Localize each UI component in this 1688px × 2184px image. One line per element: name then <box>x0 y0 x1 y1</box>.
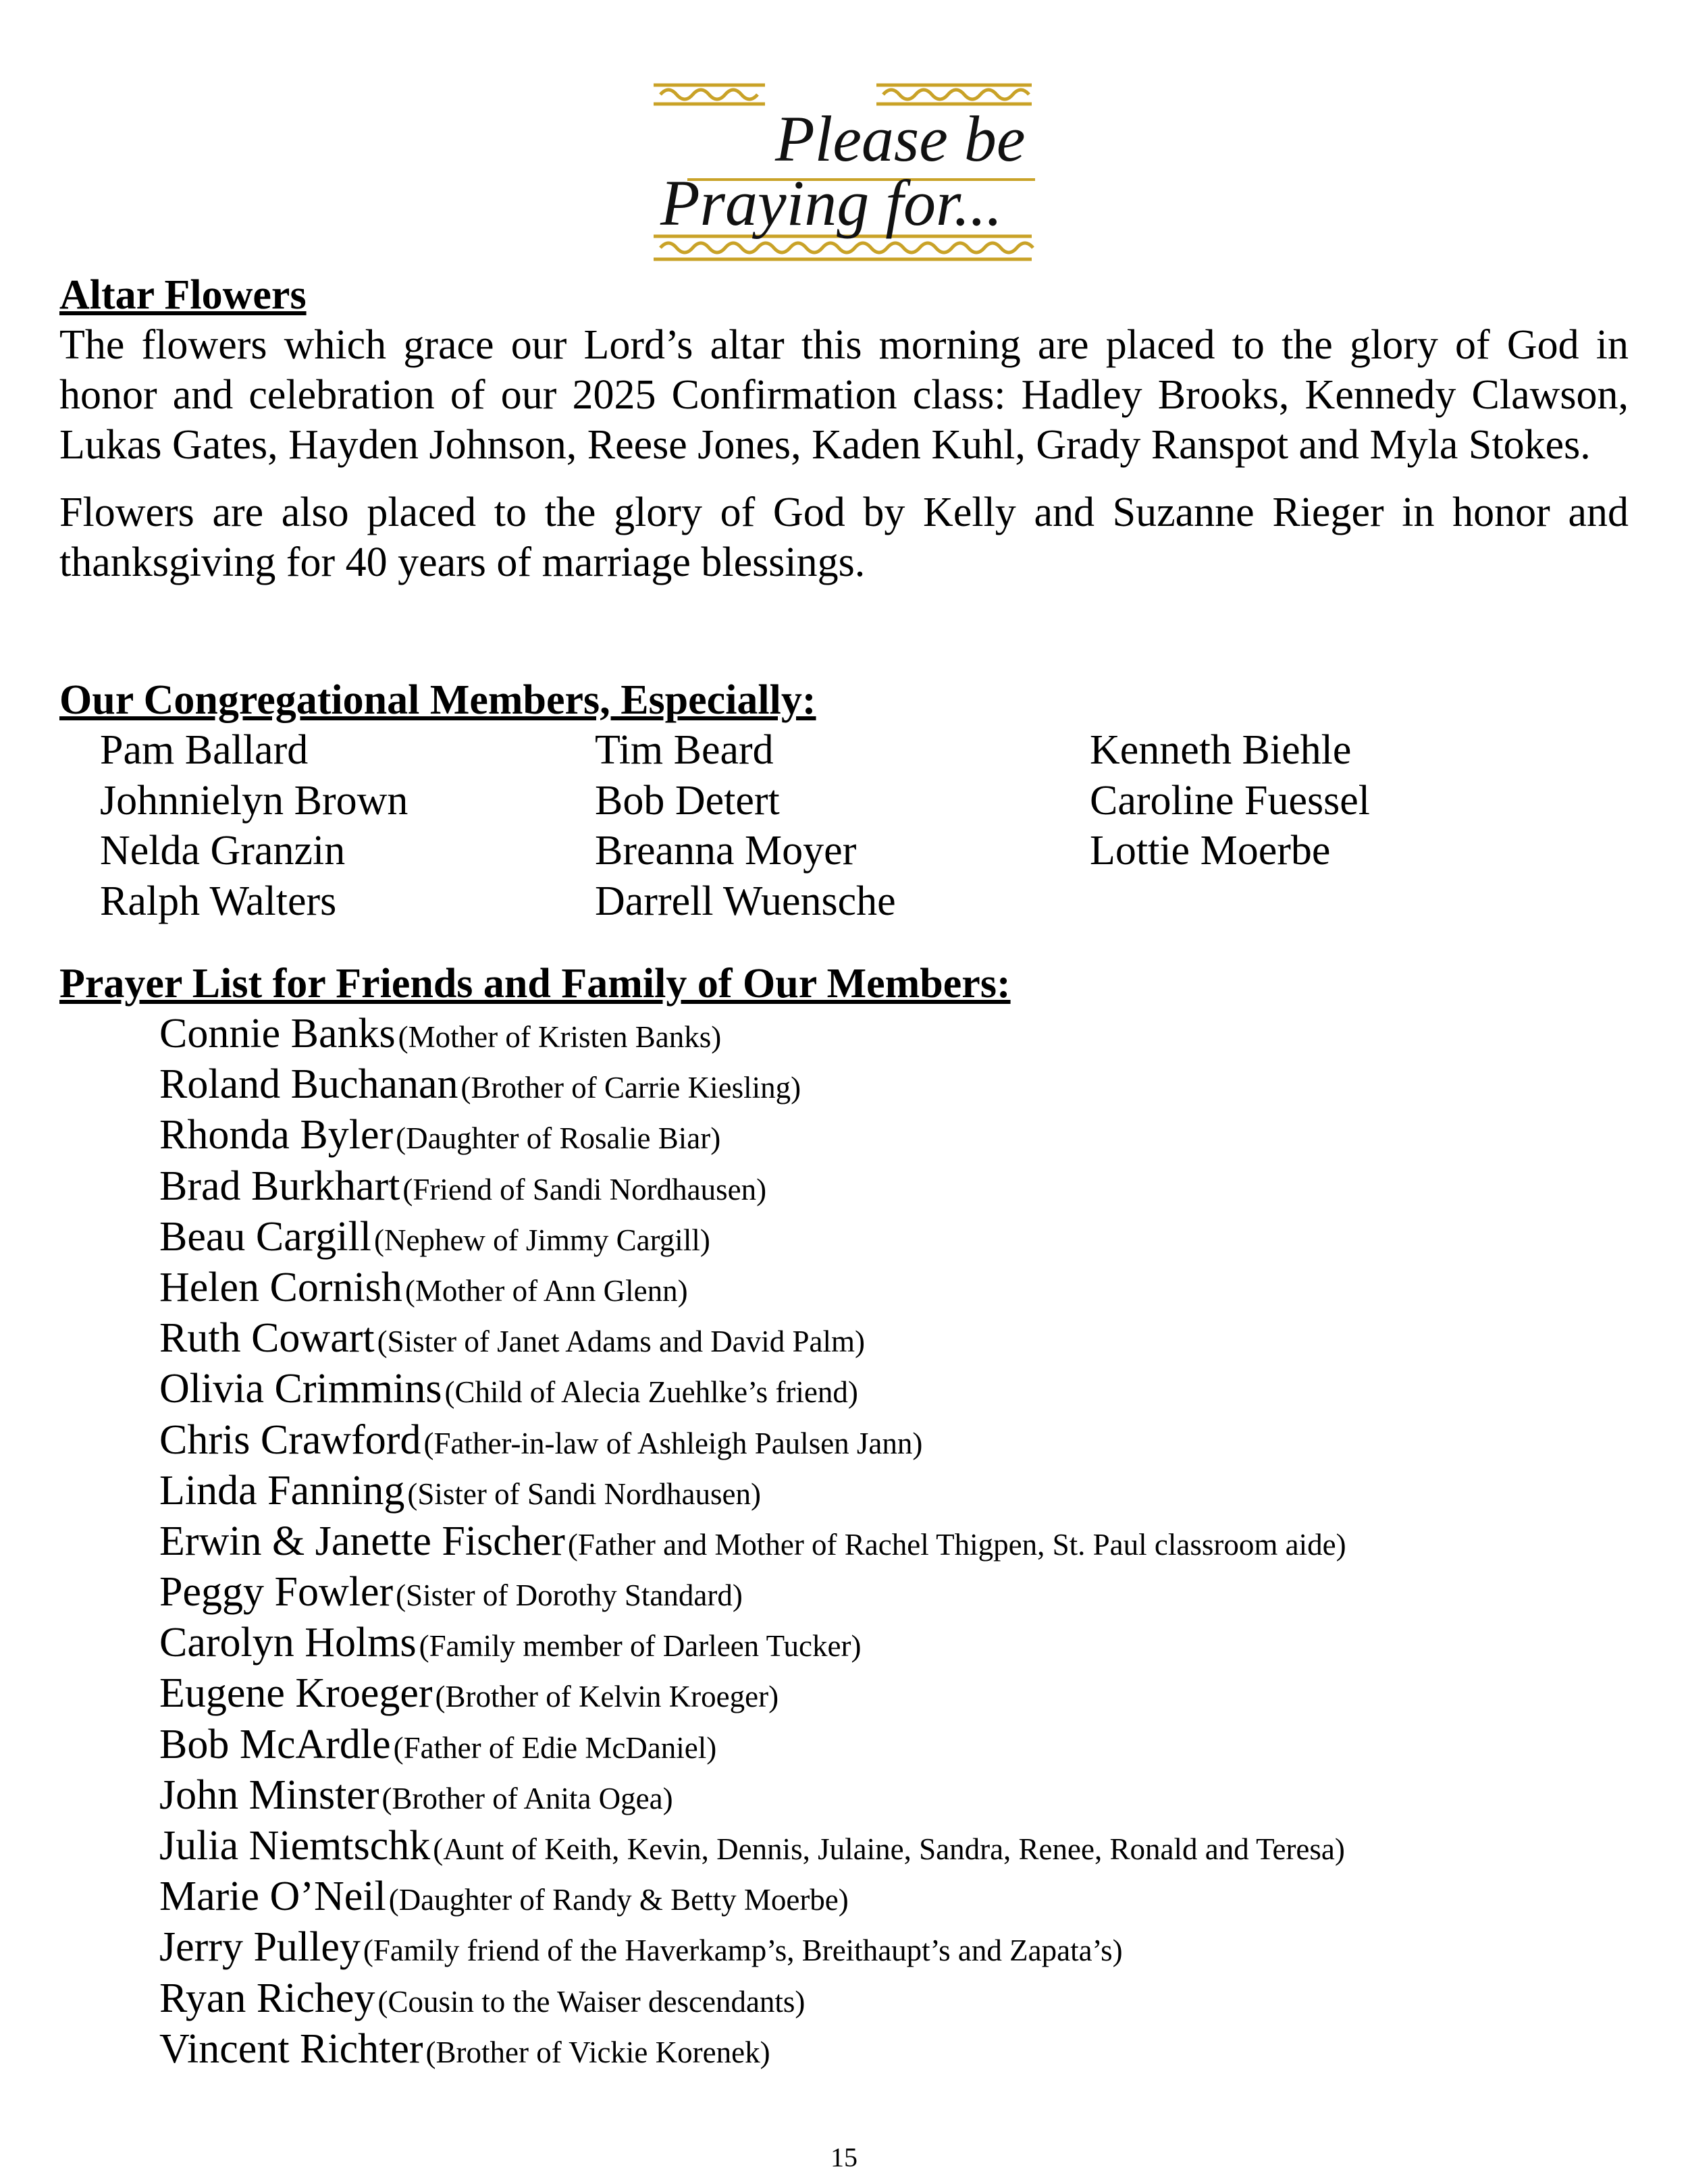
prayer-name: Connie Banks <box>159 1011 396 1057</box>
prayer-name: Julia Niemtschk <box>159 1823 431 1869</box>
altar-flowers-title: Altar Flowers <box>59 272 307 318</box>
gold-ornament-bottom <box>654 236 1033 259</box>
prayer-name: John Minster <box>159 1772 379 1818</box>
prayer-relation: (Cousin to the Waiser descendants) <box>377 1984 806 2019</box>
prayer-name: Linda Fanning <box>159 1467 405 1514</box>
prayer-relation: (Brother of Vickie Korenek) <box>425 2035 770 2069</box>
praying-for-logo <box>647 59 1041 269</box>
member-name: Bob Detert <box>595 777 780 824</box>
member-name: Ralph Walters <box>100 878 337 924</box>
logo-line-2: Praying for... <box>660 167 1003 239</box>
prayer-list-item <box>159 1161 1645 1212</box>
prayer-list-item <box>159 1516 1645 1567</box>
prayer-name: Roland Buchanan <box>159 1061 458 1108</box>
prayer-list-item <box>159 1618 1645 1668</box>
prayer-relation: (Child of Alecia Zuehlke’s friend) <box>444 1375 858 1410</box>
member-name: Kenneth Biehle <box>1090 727 1352 773</box>
prayer-name: Brad Burkhart <box>159 1163 400 1209</box>
altar-flowers-section <box>59 270 1629 587</box>
prayer-name: Rhonda Byler <box>159 1112 394 1158</box>
prayer-list-item <box>159 1922 1645 1973</box>
prayer-list-item <box>159 1059 1645 1110</box>
member-name: Caroline Fuessel <box>1090 777 1370 824</box>
prayer-list-item <box>159 1466 1645 1516</box>
logo-line-1: Please be <box>775 103 1026 175</box>
prayer-list-item <box>159 1973 1645 2024</box>
prayer-name: Vincent Richter <box>159 2025 423 2072</box>
prayer-relation: (Mother of Ann Glenn) <box>404 1273 688 1308</box>
prayer-relation: (Friend of Sandi Nordhausen) <box>402 1172 767 1206</box>
prayer-name: Ryan Richey <box>159 1975 375 2021</box>
prayer-list <box>159 1009 1645 2075</box>
prayer-relation: (Daughter of Randy & Betty Moerbe) <box>388 1883 849 1917</box>
member-name: Breanna Moyer <box>595 828 857 874</box>
prayer-list-item <box>159 1770 1645 1821</box>
prayer-name: Marie O’Neil <box>159 1873 386 1920</box>
member-name: Pam Ballard <box>100 727 309 773</box>
prayer-relation: (Brother of Anita Ogea) <box>381 1781 673 1815</box>
altar-flowers-paragraph-1: The flowers which grace our Lord’s altar this morning are placed to the glory of God in honor and celebration of our 2025 Confirmation class: Hadley Brooks, Kennedy Clawson, Lukas Gates, Hayden Johnson, Reese Jones, Kaden Kuhl, Grady Ranspot and Myla Stokes. <box>59 322 1629 468</box>
prayer-relation: (Sister of Janet Adams and David Palm) <box>377 1325 865 1359</box>
prayer-name: Bob McArdle <box>159 1721 391 1767</box>
prayer-list-item <box>159 1110 1645 1161</box>
members-title: Our Congregational Members, Especially: <box>59 677 816 723</box>
prayer-relation: (Aunt of Keith, Kevin, Dennis, Julaine, Sandra, Renee, Ronald and Teresa) <box>433 1832 1345 1866</box>
prayer-list-title: Prayer List for Friends and Family of Our Members: <box>59 961 1011 1007</box>
member-name: Lottie Moerbe <box>1090 828 1331 874</box>
prayer-relation: (Family friend of the Haverkamp’s, Breithaupt’s and Zapata’s) <box>363 1934 1123 1968</box>
prayer-list-item <box>159 1364 1645 1414</box>
prayer-list-item <box>159 1415 1645 1466</box>
member-name: Darrell Wuensche <box>595 878 896 924</box>
prayer-name: Eugene Kroeger <box>159 1670 433 1717</box>
prayer-list-item <box>159 1009 1645 1059</box>
prayer-name: Helen Cornish <box>159 1264 402 1310</box>
member-name: Johnnielyn Brown <box>100 777 408 824</box>
prayer-relation: (Sister of Dorothy Standard) <box>396 1578 743 1613</box>
prayer-relation: (Daughter of Rosalie Biar) <box>396 1121 721 1156</box>
prayer-relation: (Father of Edie McDaniel) <box>393 1730 717 1765</box>
prayer-list-item <box>159 1720 1645 1770</box>
prayer-list-item <box>159 2024 1645 2075</box>
prayer-name: Jerry Pulley <box>159 1924 361 1971</box>
prayer-relation: (Sister of Sandi Nordhausen) <box>407 1476 761 1511</box>
logo-graphic <box>647 59 1041 269</box>
prayer-relation: (Father and Mother of Rachel Thigpen, St. Paul classroom aide) <box>567 1527 1346 1562</box>
prayer-name: Olivia Crimmins <box>159 1366 442 1412</box>
prayer-relation: (Mother of Kristen Banks) <box>398 1020 722 1054</box>
prayer-name: Beau Cargill <box>159 1213 371 1260</box>
prayer-name: Peggy Fowler <box>159 1569 394 1616</box>
prayer-section-heading <box>59 959 1629 1009</box>
prayer-list-item <box>159 1821 1645 1871</box>
prayer-name: Ruth Cowart <box>159 1315 375 1362</box>
prayer-name: Carolyn Holms <box>159 1620 417 1666</box>
member-name: Nelda Granzin <box>100 828 346 874</box>
prayer-relation: (Brother of Carrie Kiesling) <box>460 1071 801 1105</box>
members-section-heading <box>59 675 1629 725</box>
altar-flowers-paragraph-2: Flowers are also placed to the glory of God by Kelly and Suzanne Rieger in honor and thanksgiving for 40 years of marriage blessings. <box>59 489 1629 585</box>
prayer-list-item <box>159 1668 1645 1719</box>
prayer-name: Chris Crawford <box>159 1416 421 1463</box>
gold-ornament-top-left <box>654 85 765 104</box>
prayer-list-item <box>159 1313 1645 1364</box>
prayer-relation: (Nephew of Jimmy Cargill) <box>373 1223 710 1257</box>
prayer-relation: (Father-in-law of Ashleigh Paulsen Jann) <box>423 1426 923 1460</box>
members-grid <box>100 725 1585 926</box>
gold-ornament-top-right <box>876 85 1032 104</box>
prayer-list-item <box>159 1871 1645 1922</box>
prayer-relation: (Brother of Kelvin Kroeger) <box>435 1680 779 1714</box>
prayer-name: Erwin & Janette Fischer <box>159 1518 565 1564</box>
prayer-list-item <box>159 1262 1645 1313</box>
member-name: Tim Beard <box>595 727 774 773</box>
page-number: 15 <box>830 2142 858 2173</box>
prayer-relation: (Family member of Darleen Tucker) <box>419 1629 862 1663</box>
prayer-list-item <box>159 1212 1645 1262</box>
prayer-list-item <box>159 1567 1645 1618</box>
